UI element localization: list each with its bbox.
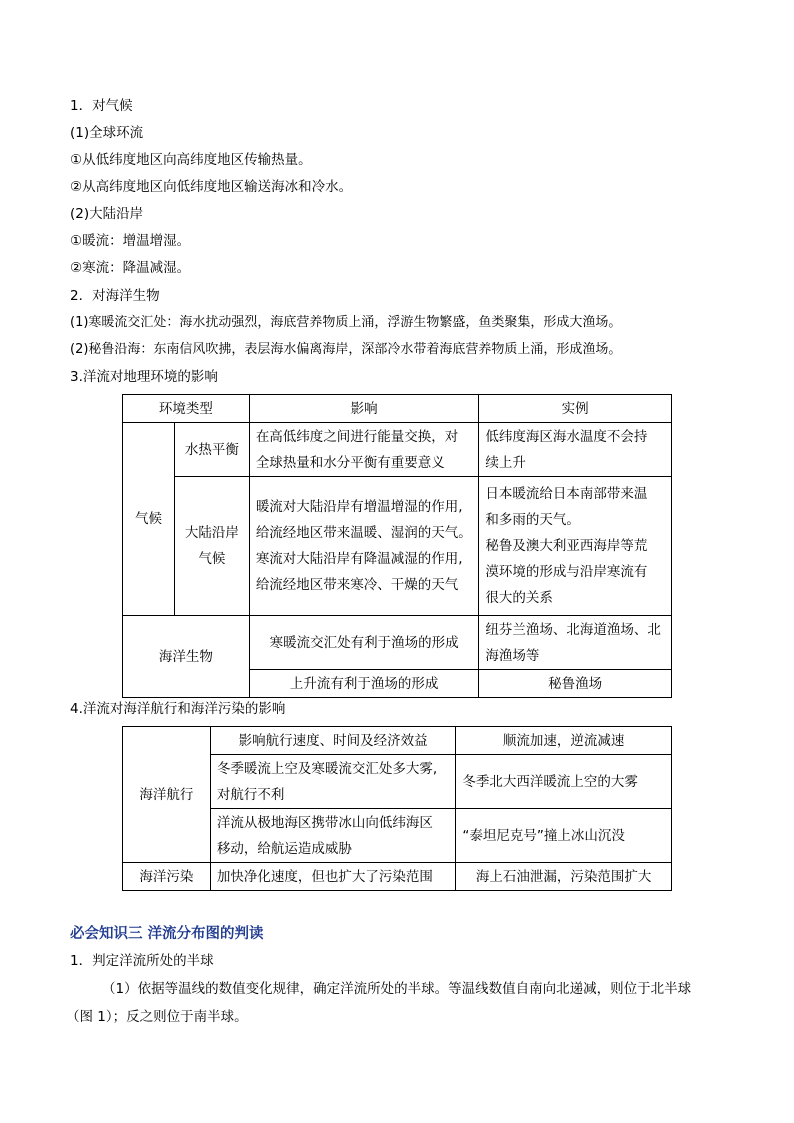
cell-effect: 洋流从极地海区携带冰山向低纬海区 移动，给航运造成威胁: [210, 809, 456, 863]
cell-example: 冬季北大西洋暖流上空的大雾: [456, 755, 672, 809]
cell-example: 顺流加速，逆流减速: [456, 727, 672, 755]
cell-example: 低纬度海区海水温度不会持 续上升: [479, 423, 672, 477]
subcategory-coast-climate: 大陆沿岸 气候: [174, 477, 249, 616]
cell-effect: 寒暖流交汇处有利于渔场的形成: [249, 616, 479, 670]
navigation-pollution-table: [122, 726, 672, 891]
text-line: (1)全球环流: [70, 125, 144, 141]
cell-effect: 在高低纬度之间进行能量交换，对 全球热量和水分平衡有重要意义: [249, 423, 479, 477]
section-title: 必会知识三 洋流分布图的判读: [70, 926, 264, 942]
text-line: 4.洋流对海洋航行和海洋污染的影响: [70, 701, 286, 717]
text-line: ②从高纬度地区向低纬度地区输送海冰和冷水。: [70, 179, 353, 195]
header-example: 实例: [479, 395, 672, 423]
text-line: ①暖流：增温增湿。: [70, 233, 191, 249]
cell-effect: 上升流有利于渔场的形成: [249, 670, 479, 698]
text-line: ②寒流：降温减湿。: [70, 260, 191, 276]
category-navigation: 海洋航行: [123, 727, 211, 863]
cell-effect: 加快净化速度，但也扩大了污染范围: [210, 863, 456, 891]
category-marine-life: 海洋生物: [123, 616, 250, 698]
cell-effect: 暖流对大陆沿岸有增温增湿的作用, 给流经地区带来温暖、湿润的天气。 寒流对大陆沿岸有降温减湿的作用, 给流经地区带来寒冷、干燥的天气: [249, 477, 479, 616]
ocean-current-effects-table: [122, 394, 672, 698]
text-line: (1)寒暖流交汇处：海水扰动强烈，海底营养物质上涌，浮游生物繁盛，鱼类聚集，形成大渔场。: [70, 315, 622, 330]
text-line: 1．判定洋流所处的半球: [70, 953, 214, 969]
cell-effect: 影响航行速度、时间及经济效益: [210, 727, 456, 755]
cell-example: 纽芬兰渔场、北海道渔场、北 海渔场等: [479, 616, 672, 670]
text-line: (2)秘鲁沿海：东南信风吹拂，表层海水偏离海岸，深部冷水带着海底营养物质上涌，形成渔场。: [70, 342, 622, 357]
text-line: 2．对海洋生物: [70, 288, 160, 304]
cell-example: 海上石油泄漏，污染范围扩大: [456, 863, 672, 891]
category-pollution: 海洋污染: [123, 863, 211, 891]
category-climate: 气候: [123, 423, 175, 616]
cell-example: 日本暖流给日本南部带来温 和多雨的天气。 秘鲁及澳大利亚西海岸等荒 漠环境的形成与沿岸寒流有 很大的关系: [479, 477, 672, 616]
header-type: 环境类型: [123, 395, 250, 423]
cell-example: “泰坦尼克号”撞上冰山沉没: [456, 809, 672, 863]
text-line: ①从低纬度地区向高纬度地区传输热量。: [70, 152, 312, 168]
cell-effect: 冬季暖流上空及寒暖流交汇处多大雾, 对航行不利: [210, 755, 456, 809]
text-line: 1．对气候: [70, 98, 133, 114]
text-line: 3.洋流对地理环境的影响: [70, 369, 218, 385]
text-line: （1）依据等温线的数值变化规律，确定洋流所处的半球。等温线数值自南向北递减，则位于北半球: [102, 981, 692, 997]
text-line: （图 1）；反之则位于南半球。: [66, 1009, 248, 1025]
text-line: (2)大陆沿岸: [70, 206, 144, 222]
subcategory-heat-balance: 水热平衡: [174, 423, 249, 477]
header-effect: 影响: [249, 395, 479, 423]
cell-example: 秘鲁渔场: [479, 670, 672, 698]
